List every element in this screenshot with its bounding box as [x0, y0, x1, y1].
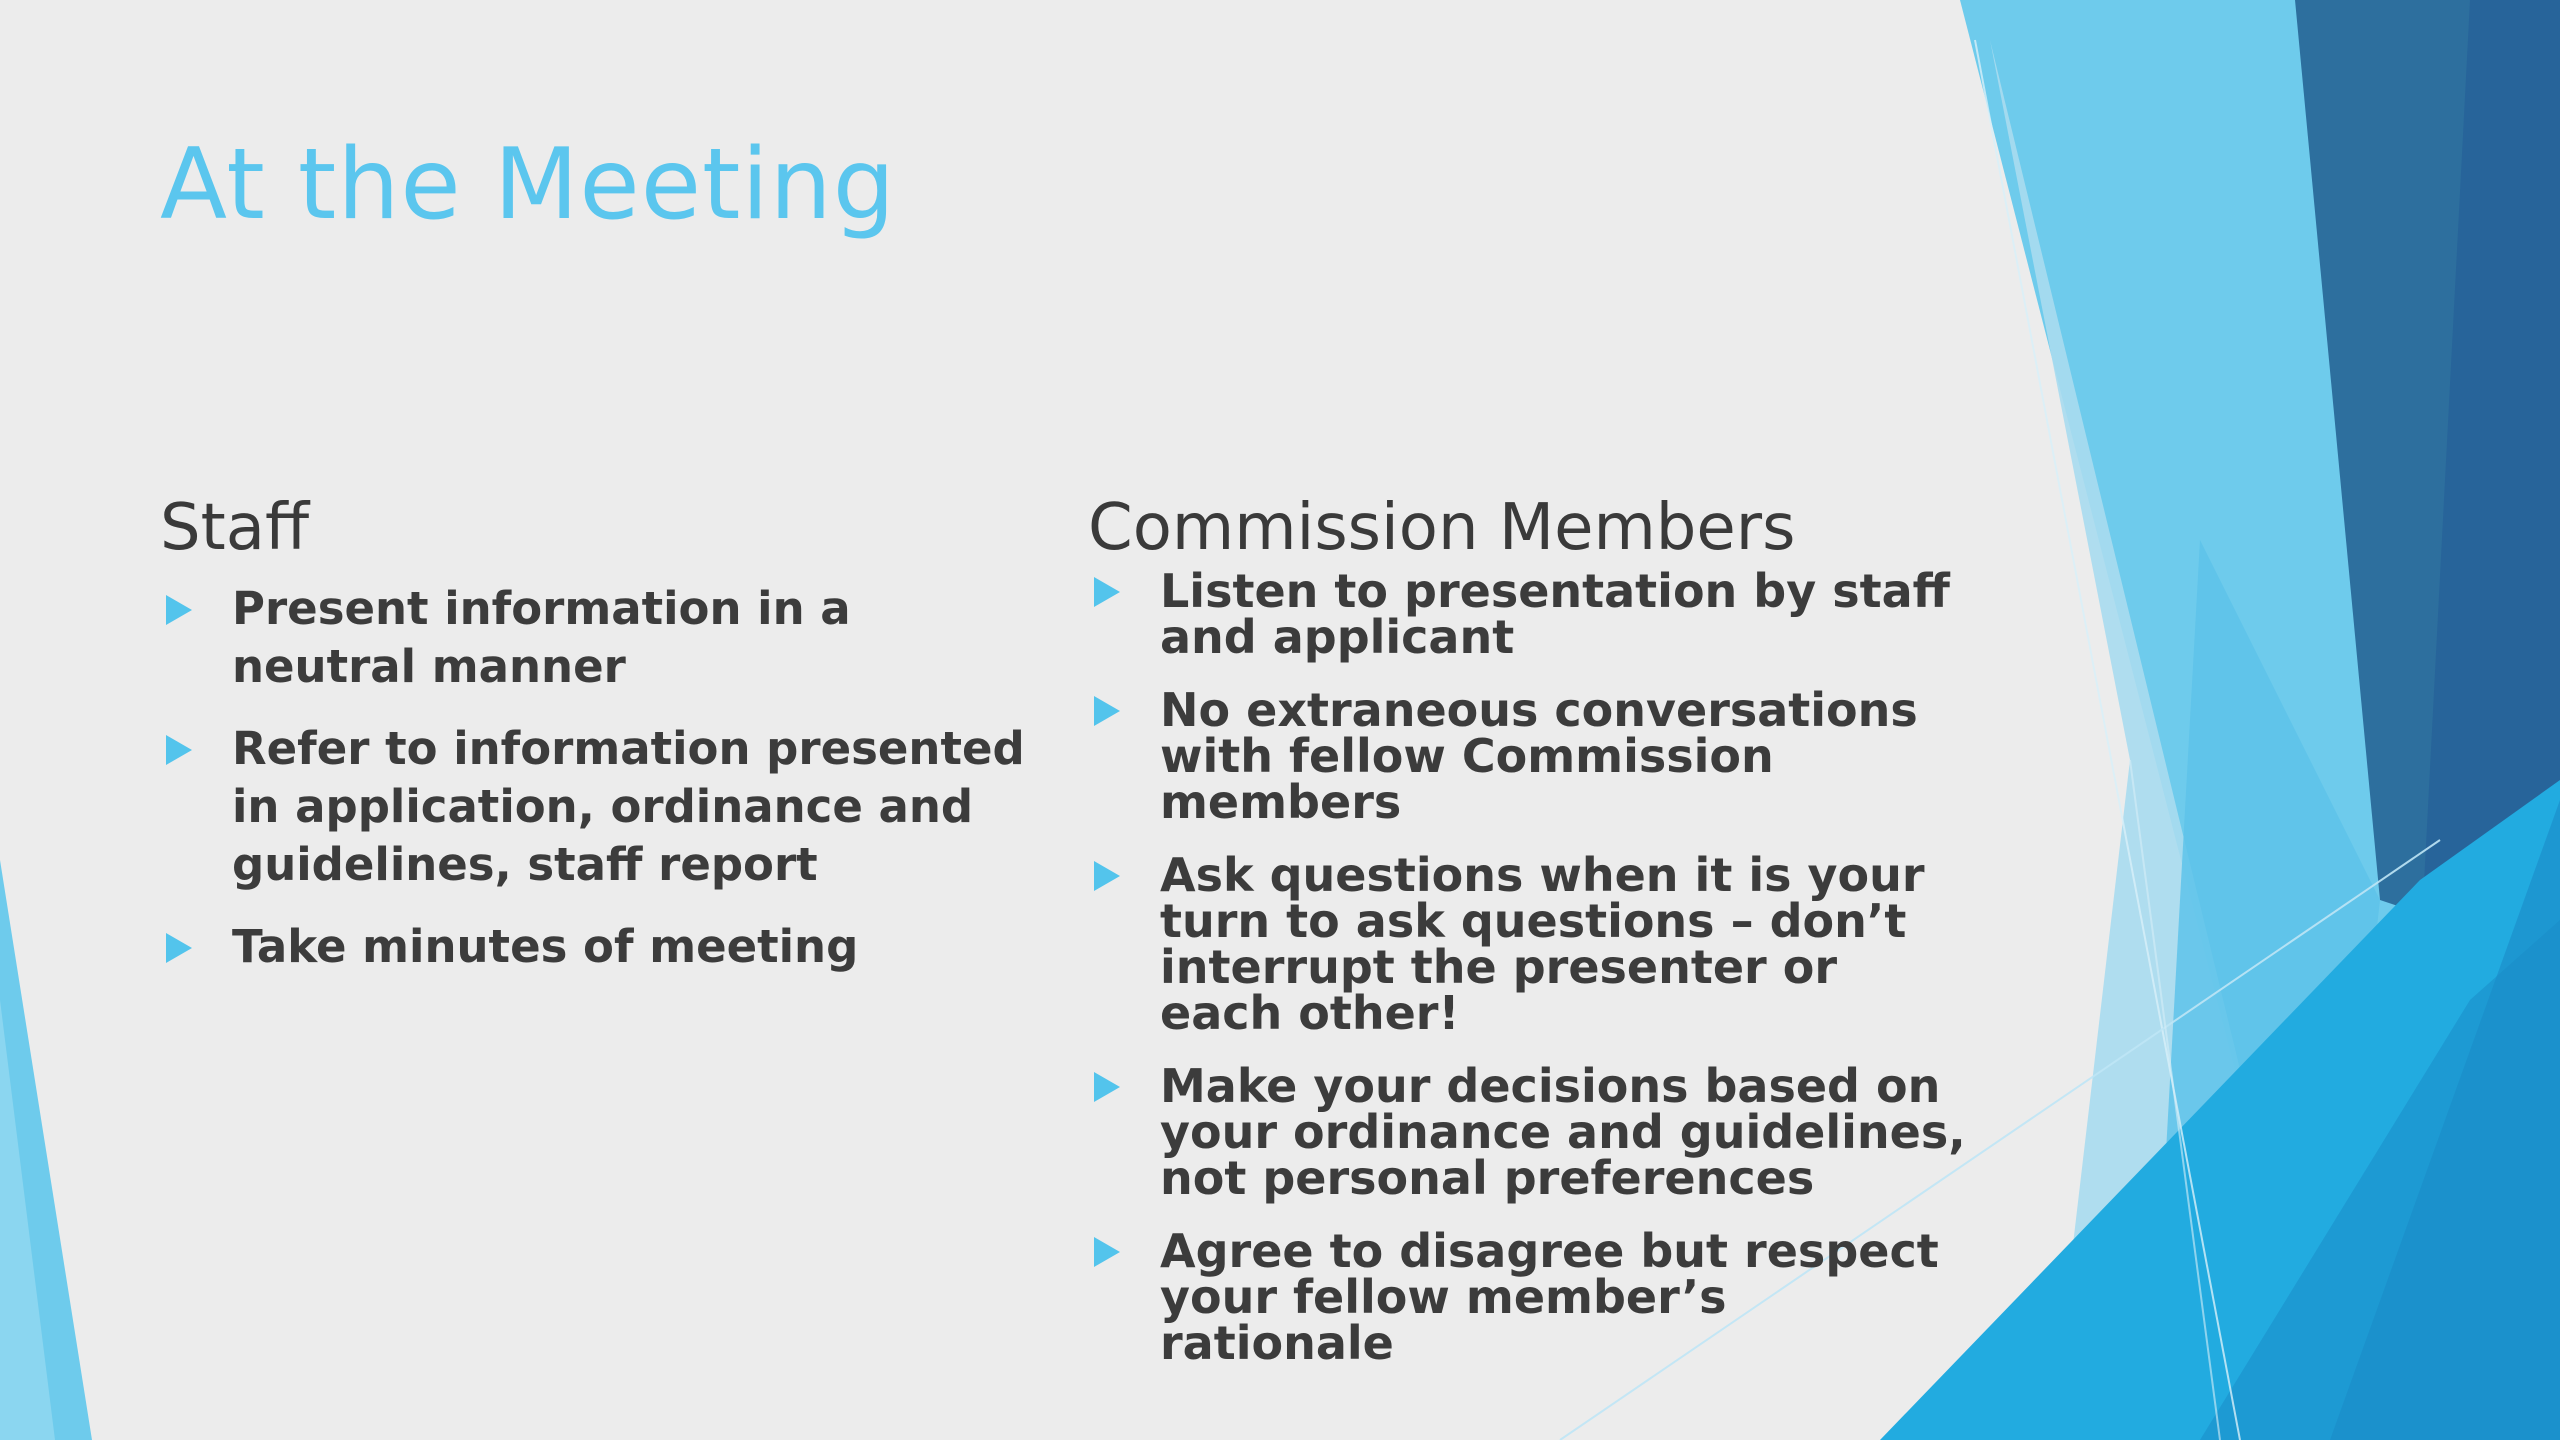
commission-bullet-item: [1088, 683, 1968, 829]
bullet-text: Make your decisions based on your ordinance and guidelines, not personal preferences: [1160, 1059, 1966, 1205]
bullet-arrow-icon: [1094, 1237, 1120, 1267]
bullet-arrow-icon: [166, 595, 192, 625]
bullet-arrow-icon: [1094, 1072, 1120, 1102]
slide-title: At the Meeting: [160, 128, 896, 242]
commission-bullet-item: [1088, 848, 1968, 1040]
commission-heading: Commission Members: [1088, 491, 1796, 565]
staff-bullet-item: [160, 918, 1040, 976]
bullet-arrow-icon: [1094, 577, 1120, 607]
commission-column: [1088, 488, 1968, 1393]
staff-bullet-item: [160, 580, 1040, 696]
commission-bullet-item: [1088, 564, 1968, 664]
staff-heading: Staff: [160, 491, 310, 565]
bullet-arrow-icon: [1094, 861, 1120, 891]
bullet-arrow-icon: [166, 933, 192, 963]
bullet-text: Refer to information presented in application, ordinance and guidelines, staff report: [232, 722, 1025, 891]
commission-bullet-item: [1088, 1059, 1968, 1205]
staff-bullet-item: [160, 720, 1040, 894]
commission-bullet-item: [1088, 1224, 1968, 1370]
bullet-text: Ask questions when it is your turn to ask questions – don’t interrupt the presenter or each other!: [1160, 848, 1925, 1040]
staff-column: [160, 488, 1040, 1000]
commission-bullet-list: [1088, 564, 1968, 1370]
bullet-text: No extraneous conversations with fellow Commission members: [1160, 683, 1918, 829]
bullet-text: Take minutes of meeting: [232, 920, 859, 973]
bullet-arrow-icon: [1094, 696, 1120, 726]
bullet-arrow-icon: [166, 735, 192, 765]
bullet-text: Agree to disagree but respect your fellow member’s rationale: [1160, 1224, 1939, 1370]
staff-bullet-list: [160, 580, 1040, 976]
bullet-text: Listen to presentation by staff and applicant: [1160, 564, 1950, 664]
bullet-text: Present information in a neutral manner: [232, 582, 851, 693]
